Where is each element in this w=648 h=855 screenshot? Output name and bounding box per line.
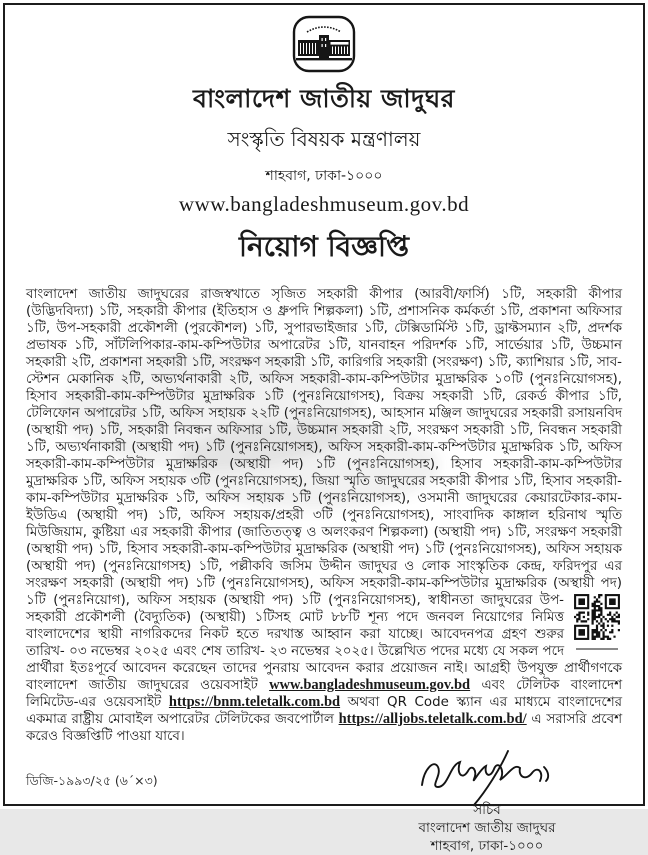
qr-code-icon (572, 594, 622, 650)
signatory-role: সচিব (473, 802, 501, 818)
teletalk-bnm-link[interactable]: https://bnm.teletalk.com.bd (168, 694, 341, 710)
org-address: শাহবাগ, ঢাকা-১০০০ (265, 168, 383, 184)
body-part5: এ সরাসরি প্রবেশ করেও বিজ্ঞপ্তিটি পাওয়া যাবে। (26, 712, 622, 744)
signature-block (362, 747, 612, 855)
museum-website-link[interactable]: www.bangladeshmuseum.gov.bd (269, 677, 471, 693)
signatory-address: শাহবাগ, ঢাকা-১০০০ (430, 838, 544, 854)
document-header (0, 0, 648, 272)
circular-body (0, 272, 648, 745)
body-part3: এবং টেলিটক বাংলাদেশ লিমিটেড-এর ওয়েবসাইট (26, 678, 622, 710)
qr-caption-rule (576, 648, 618, 650)
notice-title: নিয়োগ বিজ্ঞপ্তি (238, 230, 410, 263)
org-website: www.bangladeshmuseum.gov.bd (178, 192, 470, 216)
ministry-name: সংস্কৃতি বিষয়ক মন্ত্রণালয় (227, 127, 421, 151)
org-name: বাংলাদেশ জাতীয় জাদুঘর (193, 84, 455, 113)
museum-emblem-icon (290, 13, 358, 75)
body-part1: বাংলাদেশ জাতীয় জাদুঘরের রাজস্বখাতে সৃজিত সহকারী কীপার (আরবী/ফার্সি) ১টি, সহকারী কীপার (উদ্ভিদবিদ্যা) ১টি, সহকারী কীপার (ইতিহাস ও ধ্রুপদি শিল্পকলা) ১টি, প্রশাসনিক কর্মকর্তা ১টি, প্রকাশনা অফিসার ১টি, উপ-সহকারী প্রকৌশলী (পুরকৌশল) ১টি, সুপারভাইজার ১টি, টেক্সিডার্মিস্ট ১টি, ড্রাফ্টসম্যান ২টি, প্রদর্শক প্রভাষক ১টি, সাঁটলিপিকার-কাম-কম্পিউটার অপারেটর ১টি, যানবাহন পরিদর্শক ১টি, সার্ভেয়ার ১টি, উচ্চমান সহকারী ২টি, প্রকাশনা সহকারী ১টি, সংরক্ষণ সহকারী ১টি, কারিগরি সহকারী (সংরক্ষণ) ১টি, ক্যাশিয়ার ১টি, সাব-স্টেশন মেকানিক ২টি, অভ্যর্থনাকারী ২টি, অফিস সহকারী-কাম-কম্পিউটার মুদ্রাক্ষরিক ১০টি (পুনঃনিয়োগসহ), হিসাব সহকারী-কাম-কম্পিউটার মুদ্রাক্ষরিক ১টি (পুনঃনিয়োগসহ), বিক্রয় সহকারী ১টি, রেকর্ড কীপার ১টি, টেলিফোন অপারেটর ১টি, অফিস সহায়ক ২২টি (পুনঃনিয়োগসহ), আহসান মঞ্জিল জাদুঘরের সহকারী রসায়নবিদ (অস্থায়ী পদ) ১টি, সহকারী নিবন্ধন অফিসার ১টি, উচ্চমান সহকারী ২টি, সংরক্ষণ সহকারী ১টি, নিবন্ধন সহকারী ১টি, অভ্যর্থনাকারী (অস্থায়ী পদ) ১টি (পুনঃনিয়োগসহ), অফিস সহকারী-কাম-কম্পিউটার মুদ্রাক্ষরিক ১টি, অফিস সহকারী-কাম-কম্পিউটার মুদ্রাক্ষরিক (অস্থায়ী পদ) ১টি (পুনঃনিয়োগসহ), হিসাব সহকারী-কাম-কম্পিউটার মুদ্রাক্ষরিক ১টি, অফিস সহায়ক ৩টি (পুনঃনিয়োগসহ), জিয়া স্মৃতি জাদুঘরের সহকারী কীপার ১টি, হিসাব সহকারী-কাম-কম্পিউটার মুদ্রাক্ষরিক ১টি, অফিস সহায়ক ১টি (পুনঃনিয়োগসহ), ওসমানী জাদুঘরের কেয়ারটেকার-কাম-ইউডিএ (অস্থায়ী পদ) ১টি, অফিস সহায়ক/প্রহরী ৩টি (পুনঃনিয়োগসহ), সাংবাদিক কাঙ্গাল হরিনাথ স্মৃতি মিউজিয়াম, কুষ্টিয়া এর সহকারী কীপার (জাতিতত্ত্ব ও অলংকরণ শিল্পকলা) (অস্থায়ী পদ) ১টি, সংরক্ষণ সহকারী (অস্থায়ী পদ) ১টি, হিসাব সহকারী-কাম-কম্পিউটার মুদ্রাক্ষরিক (অস্থায়ী পদ) ১টি (পুনঃনিয়োগসহ), অফিস সহায়ক (অস্থায়ী পদ) (পুনঃনিয়োগসহ) ১টি, পল্লীকবি জসিম উদ্দীন জাদুঘর ও লোক সাংস্কৃতিক কেন্দ্র, ফরিদপুর এর সংরক্ষণ সহকারী (অস্থায়ী পদ) ১টি (পুনঃনিয়োগসহ), অফিস সহকারী-কাম-কম্পিউটার মুদ্রাক্ষরিক (অস্থায়ী পদ) ১টি (পুনঃনিয়োগ), অফিস সহায়ক (অস্থায়ী পদ) ১টি (26, 287, 622, 608)
body-part2: (পুনঃনিয়োগসহ), স্বাধীনতা জাদুঘরের উপ-সহকারী প্রকৌশলী (বৈদ্যুতিক) (অস্থায়ী) ১টিসহ মোট ৮৮টি শূন্য পদে জনবল নিয়োগের নিমিত্ত বাংলাদেশের স্থায়ী নাগরিকদের নিকট হতে দরখাস্ত আহ্বান করা যাচ্ছে। আবেদনপত্র গ্রহণ শুরুর তারিখ- ০৩ নভেম্বর ২০২৫ এবং শেষ তারিখ- ২৩ নভেম্বর ২০২৫। উল্লেখিত পদের মধ্যে যে সকল পদে প্রার্থীরা ইতঃপূর্বে আবেদন করেছেন তাদের পুনরায় আবেদন করার প্রয়োজন নাই। আগ্রহী উপযুক্ত প্রার্থীগণকে বাংলাদেশ জাতীয় জাদুঘরের ওয়েবসাইট (26, 593, 622, 693)
signatory-org: বাংলাদেশ জাতীয় জাদুঘর (418, 820, 556, 836)
alljobs-link[interactable]: https://alljobs.teletalk.com.bd/ (338, 711, 527, 727)
print-reference: ডিজি-১৯৯৩/২৫ (৬´×৩) (26, 773, 158, 788)
body-part4: অথবা QR Code স্ক্যান এর মাধ্যমে বাংলাদেশের একমাত্র রাষ্ট্রীয় মোবাইল অপারেটর টেলিটকের জবপোর্টাল (26, 695, 622, 727)
secretary-signature (412, 747, 562, 809)
